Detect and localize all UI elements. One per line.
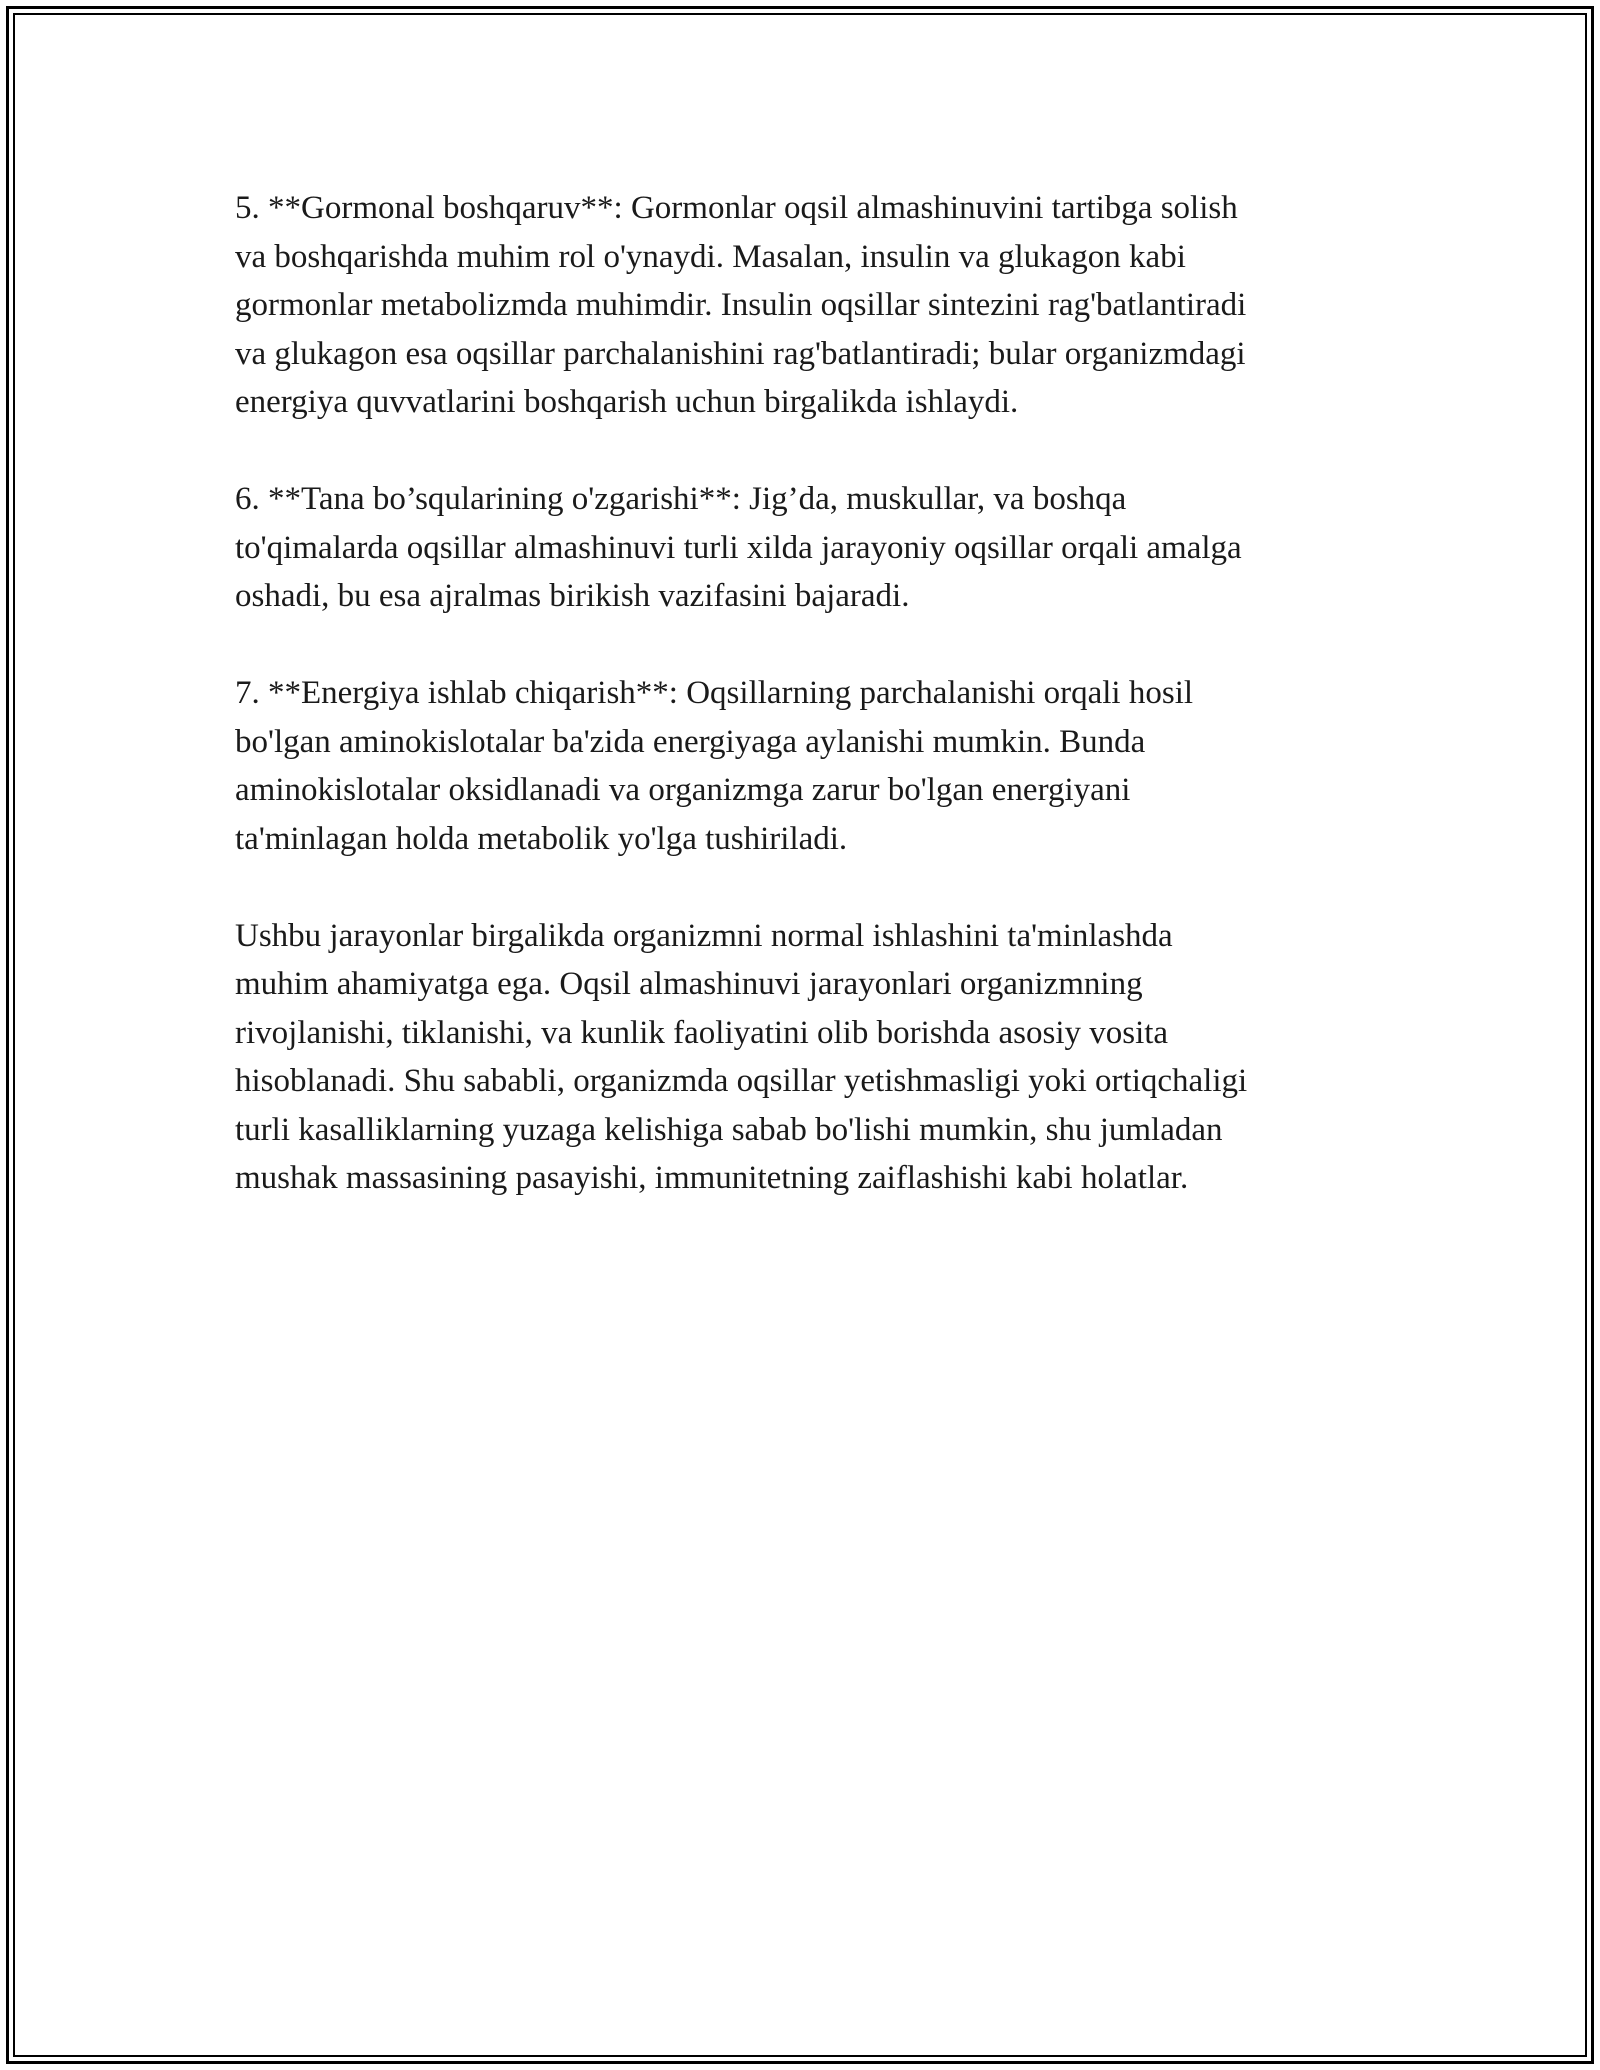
text-line: muhim ahamiyatga ega. Oqsil almashinuvi jarayonlari organizmning: [235, 966, 1143, 1002]
text-line: va boshqarishda muhim rol o'ynaydi. Masalan, insulin va glukagon kabi: [235, 238, 1186, 275]
document-body: [235, 184, 1370, 1251]
text-line: rivojlanishi, tiklanishi, va kunlik faoliyatini olib borishda asosiy vosita: [235, 1014, 1169, 1051]
text-line: va glukagon esa oqsillar parchalanishini rag'batlantiradi; bular organizmdagi: [235, 335, 1246, 372]
paragraph-hormonal-regulation: [235, 184, 1370, 427]
text-line: oshadi, bu esa ajralmas birikish vazifasini bajaradi.: [235, 578, 910, 614]
text-line: aminokislotalar oksidlanadi va organizmga zarur bo'lgan energiyani: [235, 772, 1131, 808]
text-line: bo'lgan aminokislotalar ba'zida energiyaga aylanishi mumkin. Bunda: [235, 723, 1146, 760]
paragraph-conclusion: [235, 912, 1370, 1203]
text-line: 5. **Gormonal boshqaruv**: Gormonlar oqsil almashinuvini tartibga solish: [235, 190, 1238, 226]
text-line: turli kasalliklarning yuzaga kelishiga sabab bo'lishi mumkin, shu jumladan: [235, 1111, 1223, 1148]
text-line: energiya quvvatlarini boshqarish uchun birgalikda ishlaydi.: [235, 384, 1019, 420]
paragraph-energy-production: [235, 669, 1370, 863]
text-line: mushak massasining pasayishi, immunitetning zaiflashishi kabi holatlar.: [235, 1160, 1189, 1196]
text-line: hisoblanadi. Shu sababli, organizmda oqsillar yetishmasligi yoki ortiqchaligi: [235, 1063, 1248, 1099]
text-line: gormonlar metabolizmda muhimdir. Insulin oqsillar sintezini rag'batlantiradi: [235, 287, 1247, 323]
text-line: to'qimalarda oqsillar almashinuvi turli xilda jarayoniy oqsillar orqali amalga: [235, 529, 1242, 566]
text-line: 7. **Energiya ishlab chiqarish**: Oqsillarning parchalanishi orqali hosil: [235, 675, 1194, 711]
text-line: 6. **Tana bo’sqularining o'zgarishi**: Jig’da, muskullar, va boshqa: [235, 481, 1127, 517]
text-line: Ushbu jarayonlar birgalikda organizmni normal ishlashini ta'minlashda: [235, 917, 1173, 954]
paragraph-tissue-changes: [235, 475, 1370, 621]
text-line: ta'minlagan holda metabolik yo'lga tushiriladi.: [235, 820, 848, 857]
